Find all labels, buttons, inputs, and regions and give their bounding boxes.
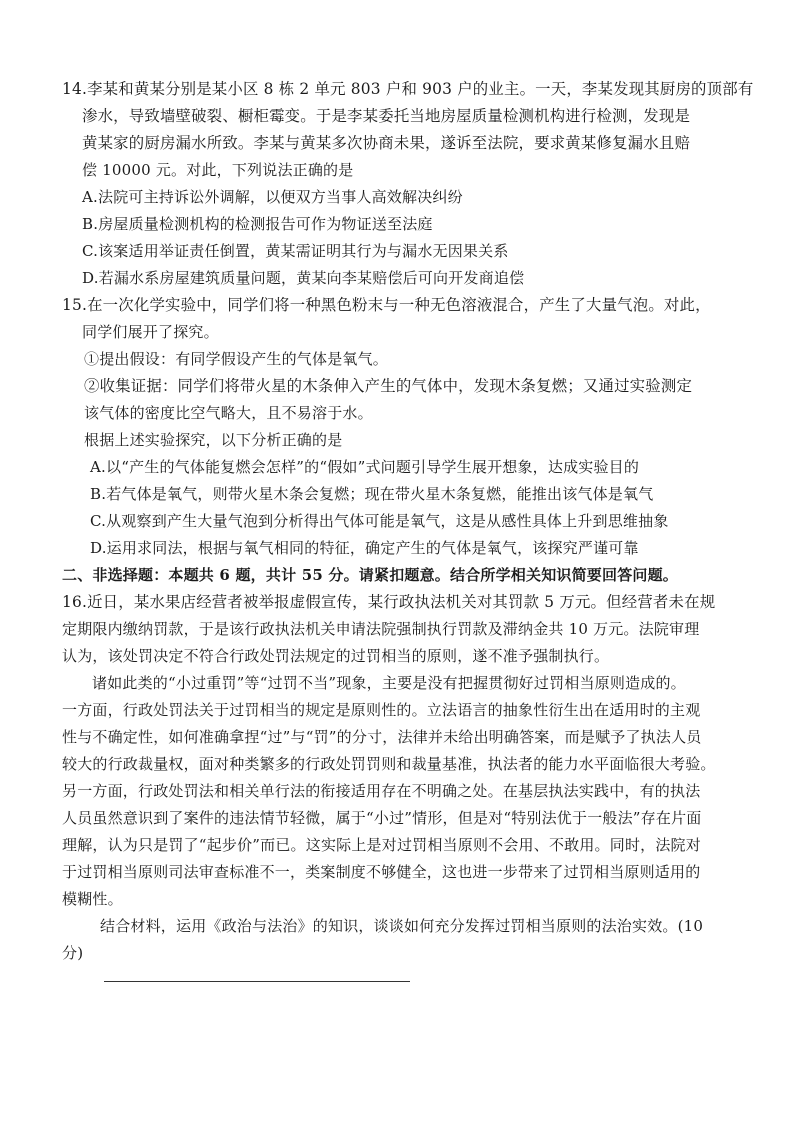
- q14-stem-line-4: 偿 10000 元。对此，下列说法正确的是: [82, 161, 354, 179]
- q16-material-line-3: 性与不确定性，如何准确拿捏“过”与“罚”的分寸，法律并未给出明确答案，而是赋予了执法人员: [62, 728, 702, 746]
- q16-material-line-1: 诸如此类的“小过重罚”等“过罚不当”现象，主要是没有把握贯彻好过罚相当原则造成的。: [92, 674, 686, 692]
- q15-option-a: A.以“产生的气体能复燃会怎样”的“假如”式问题引导学生展开想象，达成实验目的: [90, 458, 640, 476]
- q15-evidence-line-1: ②收集证据：同学们将带火星的木条伸入产生的气体中，发现木条复燃；又通过实验测定: [84, 377, 693, 395]
- q16-line-3: 认为，该处罚决定不符合行政处罚法规定的过罚相当的原则，遂不准予强制执行。: [62, 647, 610, 665]
- q15-hypothesis: ①提出假设：有同学假设产生的气体是氧气。: [84, 350, 389, 368]
- q16-task-line-2: 分): [62, 944, 84, 962]
- q16-material-line-9: 模糊性。: [62, 890, 123, 908]
- q14-stem-line-2: 渗水，导致墙壁破裂、橱柜霉变。于是李某委托当地房屋质量检测机构进行检测，发现是: [82, 107, 691, 125]
- q16-material-line-7: 理解，认为只是罚了“起步价”而已。这实际上是对过罚相当原则不会用、不敢用。同时，法院对: [62, 836, 701, 854]
- q14-option-a: A.法院可主持诉讼外调解，以便双方当事人高效解决纠纷: [82, 188, 463, 206]
- q14-option-d: D.若漏水系房屋建筑质量问题，黄某向李某赔偿后可向开发商追偿: [82, 269, 525, 287]
- q15-evidence-line-2: 该气体的密度比空气略大，且不易溶于水。: [84, 404, 373, 422]
- q16-material-line-5: 另一方面，行政处罚法和相关单行法的衔接适用存在不明确之处。在基层执法实践中，有的执法: [62, 782, 701, 800]
- section-2-heading: 二、非选择题：本题共 6 题，共计 55 分。请紧扣题意。结合所学相关知识简要回答问题。: [62, 566, 679, 584]
- q16-task-line-1: 结合材料，运用《政治与法治》的知识，谈谈如何充分发挥过罚相当原则的法治实效。(10: [100, 917, 704, 935]
- q16-line-1: 16.近日，某水果店经营者被举报虚假宣传，某行政执法机关对其罚款 5 万元。但经营者未在规: [62, 593, 716, 611]
- q15-stem-line-1: 15.在一次化学实验中，同学们将一种黑色粉末与一种无色溶液混合，产生了大量气泡。对此，: [62, 296, 711, 314]
- q16-material-line-6: 人员虽然意识到了案件的违法情节轻微，属于“小过”情形，但是对“特别法优于一般法”存在片面: [62, 809, 702, 827]
- q16-material-line-2: 一方面，行政处罚法关于过罚相当的规定是原则性的。立法语言的抽象性衍生出在适用时的主观: [62, 701, 701, 719]
- q16-material-line-4: 较大的行政裁量权，面对种类繁多的行政处罚罚则和裁量基准，执法者的能力水平面临很大考验。: [62, 755, 716, 773]
- q15-option-b: B.若气体是氧气，则带火星木条会复燃；现在带火星木条复燃，能推出该气体是氧气: [90, 485, 654, 503]
- q15-stem-line-2: 同学们展开了探究。: [82, 323, 219, 341]
- q15-option-d: D.运用求同法，根据与氧气相同的特征，确定产生的气体是氧气，该探究严谨可靠: [90, 539, 639, 557]
- q15-option-c: C.从观察到产生大量气泡到分析得出气体可能是氧气，这是从感性具体上升到思维抽象: [90, 512, 669, 530]
- q14-stem-line-3: 黄某家的厨房漏水所致。李某与黄某多次协商未果，遂诉至法院，要求黄某修复漏水且赔: [82, 134, 691, 152]
- q14-stem-line-1: 14.李某和黄某分别是某小区 8 栋 2 单元 803 户和 903 户的业主。一天，李某发现其厨房的顶部有: [62, 80, 754, 98]
- q16-line-2: 定期限内缴纳罚款，于是该行政执法机关申请法院强制执行罚款及滞纳金共 10 万元。法院审理: [62, 620, 700, 638]
- q15-prompt: 根据上述实验探究，以下分析正确的是: [84, 431, 343, 449]
- q14-option-c: C.该案适用举证责任倒置，黄某需证明其行为与漏水无因果关系: [82, 242, 509, 260]
- answer-line: [104, 981, 410, 982]
- q16-material-line-8: 于过罚相当原则司法审查标准不一，类案制度不够健全，这也进一步带来了过罚相当原则适用的: [62, 863, 701, 881]
- q14-option-b: B.房屋质量检测机构的检测报告可作为物证送至法庭: [82, 215, 433, 233]
